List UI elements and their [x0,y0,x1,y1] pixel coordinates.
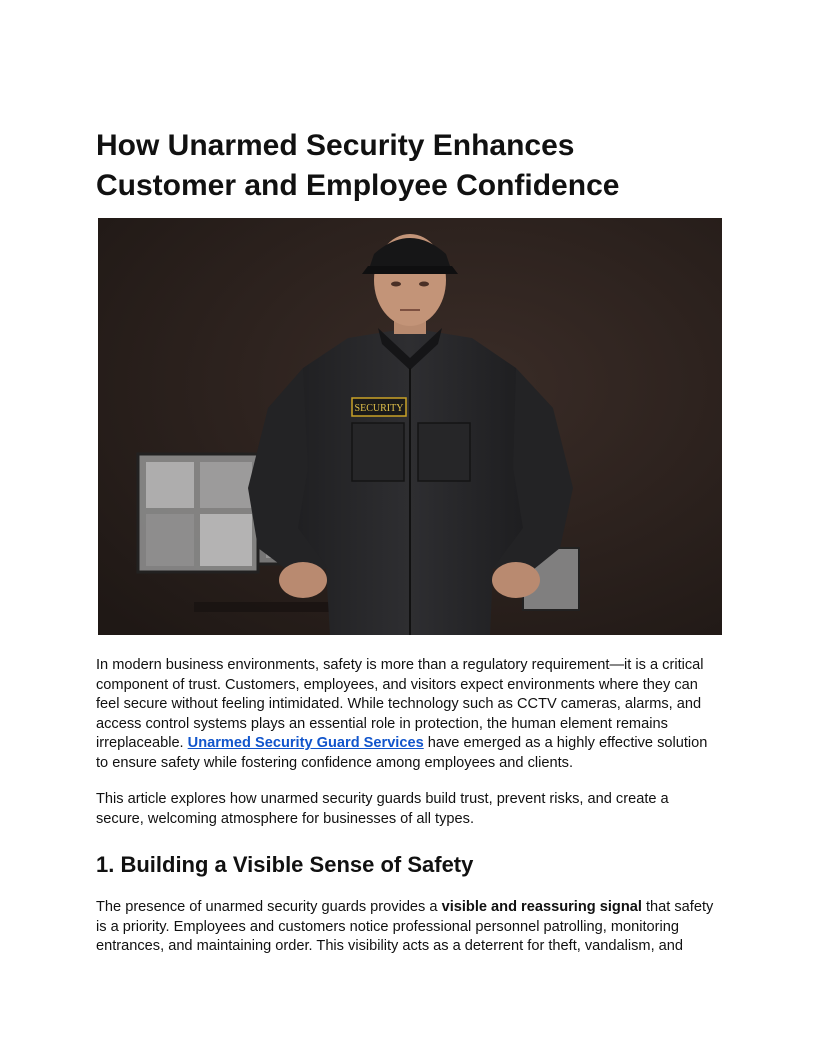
security-patch: SECURITY [354,403,404,414]
section-heading: 1. Building a Visible Sense of Safety [96,852,474,877]
title-line-1: How Unarmed Security Enhances [96,129,575,162]
section-paragraph: The presence of unarmed security guards provides a visible and reassuring signal that safety is a priority. Employees and customers notice professional personnel patrolling, monitoring entrances, and maintaining order. This visibility acts as a deterrent for theft, vandalism, and [96,899,714,954]
article-overview-paragraph: This article explores how unarmed security guards build trust, prevent risks, and create a secure, welcoming atmosphere for businesses of all types. [96,791,669,827]
unarmed-security-guard-services-link[interactable]: Unarmed Security Guard Services [187,735,424,751]
page-title [96,126,720,206]
emphasis-text: visible and reassuring signal [441,899,642,915]
title-line-2: Customer and Employee Confidence [96,169,620,202]
intro-paragraph: In modern business environments, safety is more than a regulatory requirement—it is a critical component of trust. Customers, employees, and visitors expect environments where they can feel secure without feeling intimidated. While technology such as CCTV cameras, alarms, and access control systems plays an essential role in protection, the human element remains irreplaceable. Unarmed Security Guard Services have emerged as a highly effective solution to ensure safety while fostering confidence among employees and clients. [96,657,708,771]
hero-image [98,218,722,635]
security-guard-illustration [98,218,722,635]
